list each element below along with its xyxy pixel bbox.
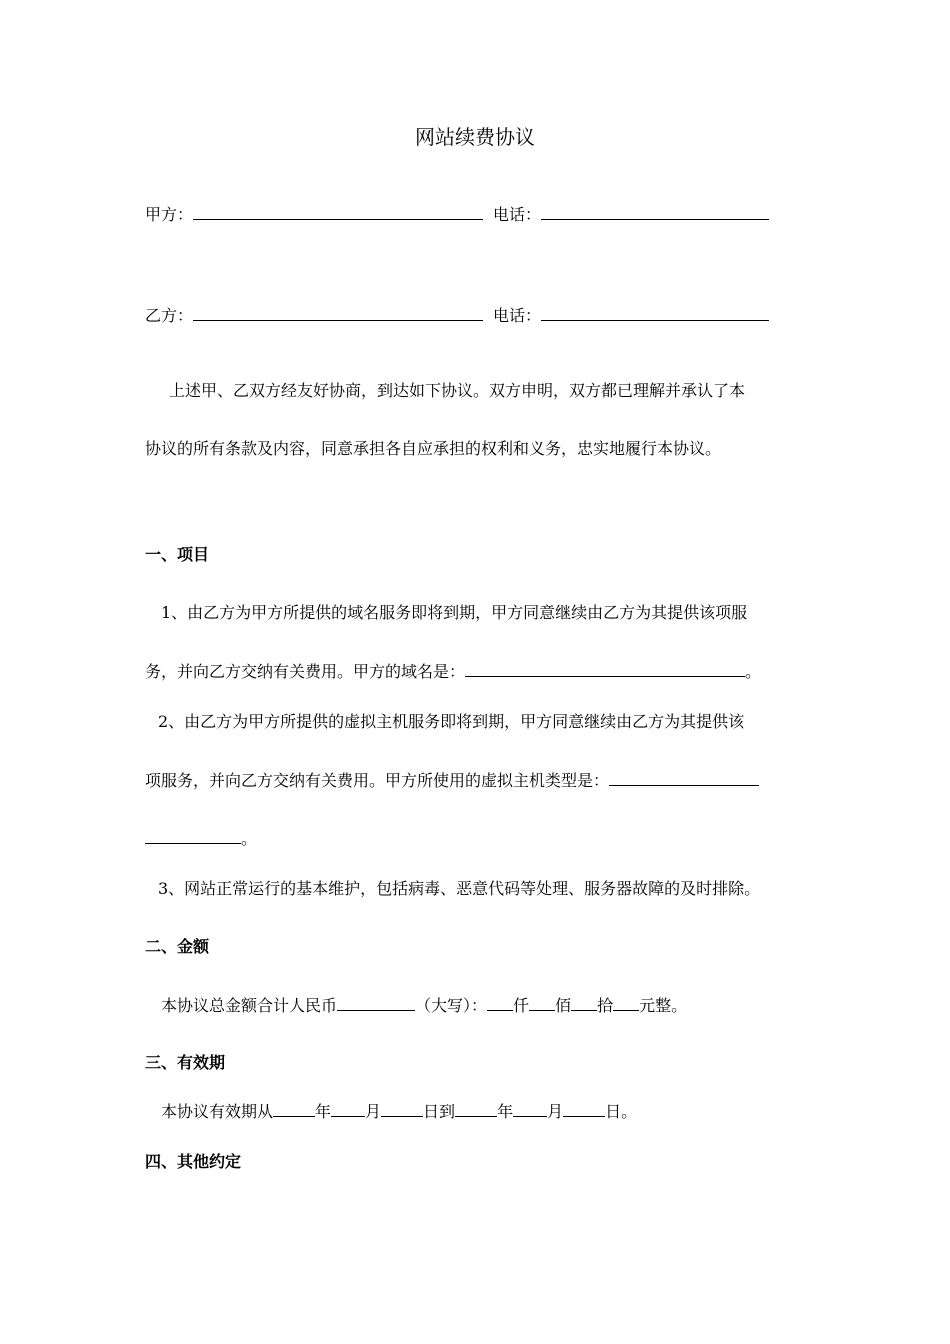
start-year-label: 年 xyxy=(315,1102,332,1121)
intro-line-2: 协议的所有条款及内容，同意承担各自应承担的权利和义务，忠实地履行本协议。 xyxy=(145,439,722,458)
validity-prefix: 本协议有效期从 xyxy=(161,1102,274,1121)
amount-yuan-blank[interactable] xyxy=(613,995,639,1011)
amount-qian-blank[interactable] xyxy=(487,995,513,1011)
item-2-line-1: 2、由乙方为甲方所提供的虚拟主机服务即将到期，甲方同意继续由乙方为其提供该 xyxy=(158,712,745,731)
amount-bai-blank[interactable] xyxy=(529,995,555,1011)
end-month-label: 月 xyxy=(547,1102,564,1121)
end-month-blank[interactable] xyxy=(513,1101,547,1117)
party-a-line xyxy=(145,204,769,225)
item-2-text: 项服务，并向乙方交纳有关费用。甲方所使用的虚拟主机类型是： xyxy=(145,771,610,790)
unit-yuan: 元整。 xyxy=(639,996,688,1015)
end-day-label: 日。 xyxy=(605,1102,638,1121)
party-a-name-blank[interactable] xyxy=(193,204,483,220)
start-day-to-label: 日到 xyxy=(423,1102,456,1121)
domain-name-blank[interactable] xyxy=(465,661,745,677)
party-a-phone-label: 电话： xyxy=(493,205,542,224)
amount-line xyxy=(161,995,687,1016)
unit-bai: 佰 xyxy=(555,996,572,1015)
start-year-blank[interactable] xyxy=(273,1101,315,1117)
host-type-blank-1[interactable] xyxy=(609,770,759,786)
party-a-phone-blank[interactable] xyxy=(541,204,769,220)
party-a-label: 甲方： xyxy=(145,205,194,224)
party-b-line xyxy=(145,305,769,326)
party-b-name-blank[interactable] xyxy=(193,305,483,321)
item-3: 3、网站正常运行的基本维护，包括病毒、恶意代码等处理、服务器故障的及时排除。 xyxy=(158,879,761,898)
end-year-label: 年 xyxy=(497,1102,514,1121)
section-4-heading: 四、其他约定 xyxy=(145,1152,242,1171)
end-day-blank[interactable] xyxy=(563,1101,605,1117)
section-3-heading: 三、有效期 xyxy=(145,1053,226,1072)
amount-number-blank[interactable] xyxy=(337,995,415,1011)
start-month-label: 月 xyxy=(365,1102,382,1121)
item-1-end: 。 xyxy=(745,662,762,681)
start-month-blank[interactable] xyxy=(331,1101,365,1117)
item-1-line-1: 1、由乙方为甲方所提供的域名服务即将到期，甲方同意继续由乙方为其提供该项服 xyxy=(161,603,748,622)
section-1-heading: 一、项目 xyxy=(145,545,210,564)
party-b-phone-blank[interactable] xyxy=(541,305,769,321)
intro-line-1: 上述甲、乙双方经友好协商，到达如下协议。双方申明，双方都已理解并承认了本 xyxy=(169,381,746,400)
document-title: 网站续费协议 xyxy=(415,125,535,149)
amount-daxie-label: （大写）： xyxy=(415,996,488,1015)
item-1-text: 务，并向乙方交纳有关费用。甲方的域名是： xyxy=(145,662,466,681)
host-type-blank-2[interactable] xyxy=(145,828,241,844)
item-2-end: 。 xyxy=(241,829,258,848)
party-b-phone-label: 电话： xyxy=(493,306,542,325)
item-2-line-2 xyxy=(145,770,759,791)
end-year-blank[interactable] xyxy=(455,1101,497,1117)
start-day-blank[interactable] xyxy=(381,1101,423,1117)
party-b-label: 乙方： xyxy=(145,306,194,325)
validity-line xyxy=(161,1101,637,1122)
unit-qian: 仟 xyxy=(513,996,530,1015)
item-2-line-3 xyxy=(145,828,257,849)
amount-shi-blank[interactable] xyxy=(571,995,597,1011)
amount-prefix: 本协议总金额合计人民币 xyxy=(161,996,338,1015)
section-2-heading: 二、金额 xyxy=(145,937,210,956)
item-1-line-2 xyxy=(145,661,761,682)
unit-shi: 拾 xyxy=(597,996,614,1015)
